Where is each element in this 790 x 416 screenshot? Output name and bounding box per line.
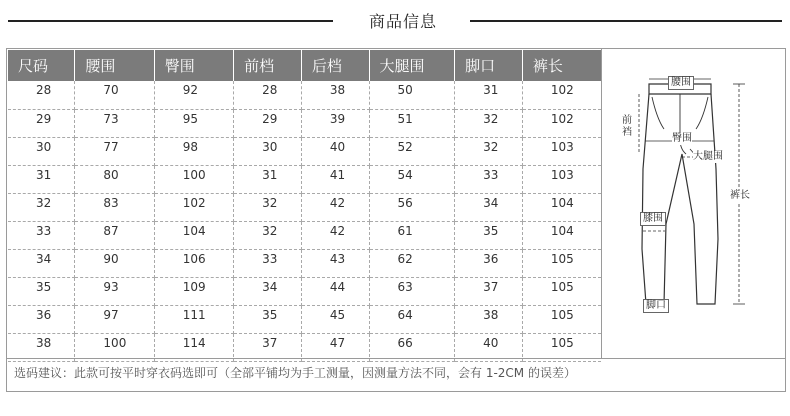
- table-cell: 102: [522, 109, 601, 137]
- table-cell: 47: [301, 333, 369, 361]
- table-cell: 32: [455, 109, 523, 137]
- table-cell: 73: [75, 109, 154, 137]
- table-cell: 64: [369, 305, 455, 333]
- table-cell: 33: [234, 249, 302, 277]
- column-header: 腰围: [75, 50, 154, 81]
- table-cell: 38: [301, 81, 369, 109]
- table-cell: 43: [301, 249, 369, 277]
- label-hem: 脚口: [643, 299, 669, 313]
- table-cell: 102: [154, 193, 233, 221]
- table-cell: 92: [154, 81, 233, 109]
- table-cell: 40: [301, 137, 369, 165]
- table-cell: 83: [75, 193, 154, 221]
- table-cell: 97: [75, 305, 154, 333]
- table-row: [8, 305, 601, 333]
- table-cell: 62: [369, 249, 455, 277]
- table-cell: 36: [455, 249, 523, 277]
- table-cell: 100: [154, 165, 233, 193]
- header-rule-right: [470, 20, 782, 22]
- column-header: 前档: [234, 50, 302, 81]
- table-cell: 30: [8, 137, 75, 165]
- table-cell: 102: [522, 81, 601, 109]
- header-rule-left: [8, 20, 333, 22]
- size-table: [8, 50, 601, 362]
- label-thigh: 大腿围: [693, 151, 723, 162]
- table-cell: 109: [154, 277, 233, 305]
- table-cell: 36: [8, 305, 75, 333]
- table-cell: 33: [455, 165, 523, 193]
- table-row: [8, 81, 601, 109]
- table-cell: 29: [234, 109, 302, 137]
- label-length: 裤长: [730, 190, 750, 201]
- label-hip: 臀围: [672, 133, 692, 144]
- table-cell: 41: [301, 165, 369, 193]
- table-cell: 80: [75, 165, 154, 193]
- section-title: 商品信息: [368, 12, 437, 31]
- table-cell: 34: [8, 249, 75, 277]
- table-cell: 87: [75, 221, 154, 249]
- table-cell: 28: [234, 81, 302, 109]
- table-cell: 100: [75, 333, 154, 361]
- table-cell: 35: [455, 221, 523, 249]
- table-row: [8, 333, 601, 361]
- table-cell: 40: [455, 333, 523, 361]
- table-cell: 29: [8, 109, 75, 137]
- table-cell: 42: [301, 193, 369, 221]
- table-cell: 35: [8, 277, 75, 305]
- table-cell: 54: [369, 165, 455, 193]
- column-header: 臀围: [154, 50, 233, 81]
- table-cell: 63: [369, 277, 455, 305]
- footer-divider: [6, 358, 786, 359]
- label-knee: 膝围: [640, 212, 666, 226]
- column-header: 裤长: [522, 50, 601, 81]
- label-waist: 腰围: [668, 76, 694, 90]
- table-row: [8, 193, 601, 221]
- table-cell: 32: [234, 221, 302, 249]
- table-cell: 37: [455, 277, 523, 305]
- table-cell: 32: [8, 193, 75, 221]
- table-cell: 105: [522, 277, 601, 305]
- table-cell: 31: [8, 165, 75, 193]
- table-cell: 66: [369, 333, 455, 361]
- section-header: [0, 0, 790, 42]
- table-row: [8, 249, 601, 277]
- table-cell: 50: [369, 81, 455, 109]
- table-row: [8, 221, 601, 249]
- table-cell: 34: [234, 277, 302, 305]
- table-cell: 90: [75, 249, 154, 277]
- table-cell: 30: [234, 137, 302, 165]
- table-body: [8, 81, 601, 361]
- table-cell: 104: [522, 221, 601, 249]
- table-header-row: [8, 50, 601, 81]
- table-cell: 31: [234, 165, 302, 193]
- table-cell: 38: [455, 305, 523, 333]
- label-front-rise: 前 裆: [622, 115, 632, 138]
- column-header: 尺码: [8, 50, 75, 81]
- table-cell: 42: [301, 221, 369, 249]
- table-cell: 52: [369, 137, 455, 165]
- table-cell: 106: [154, 249, 233, 277]
- table-cell: 98: [154, 137, 233, 165]
- table-cell: 33: [8, 221, 75, 249]
- column-header: 后档: [301, 50, 369, 81]
- table-cell: 32: [234, 193, 302, 221]
- table-cell: 35: [234, 305, 302, 333]
- table-cell: 37: [234, 333, 302, 361]
- table-cell: 105: [522, 249, 601, 277]
- table-cell: 38: [8, 333, 75, 361]
- table-cell: 45: [301, 305, 369, 333]
- table-cell: 105: [522, 305, 601, 333]
- table-cell: 103: [522, 165, 601, 193]
- column-header: 大腿围: [369, 50, 455, 81]
- table-cell: 103: [522, 137, 601, 165]
- table-cell: 32: [455, 137, 523, 165]
- table-cell: 114: [154, 333, 233, 361]
- table-row: [8, 165, 601, 193]
- table-cell: 70: [75, 81, 154, 109]
- table-cell: 28: [8, 81, 75, 109]
- table-cell: 61: [369, 221, 455, 249]
- sizing-advice: 选码建议：此款可按平时穿衣码选即可（全部平铺均为手工测量，因测量方法不同，会有 1-2CM 的误差）: [14, 366, 576, 380]
- pants-measurement-diagram: [602, 49, 785, 357]
- table-cell: 39: [301, 109, 369, 137]
- pants-outline-graphic: [602, 49, 785, 357]
- table-row: [8, 109, 601, 137]
- table-cell: 104: [154, 221, 233, 249]
- table-cell: 105: [522, 333, 601, 361]
- table-cell: 51: [369, 109, 455, 137]
- table-cell: 31: [455, 81, 523, 109]
- table-cell: 111: [154, 305, 233, 333]
- table-cell: 77: [75, 137, 154, 165]
- table-row: [8, 277, 601, 305]
- table-cell: 93: [75, 277, 154, 305]
- table-row: [8, 137, 601, 165]
- table-cell: 34: [455, 193, 523, 221]
- column-header: 脚口: [455, 50, 523, 81]
- table-cell: 104: [522, 193, 601, 221]
- table-cell: 56: [369, 193, 455, 221]
- table-cell: 95: [154, 109, 233, 137]
- table-cell: 44: [301, 277, 369, 305]
